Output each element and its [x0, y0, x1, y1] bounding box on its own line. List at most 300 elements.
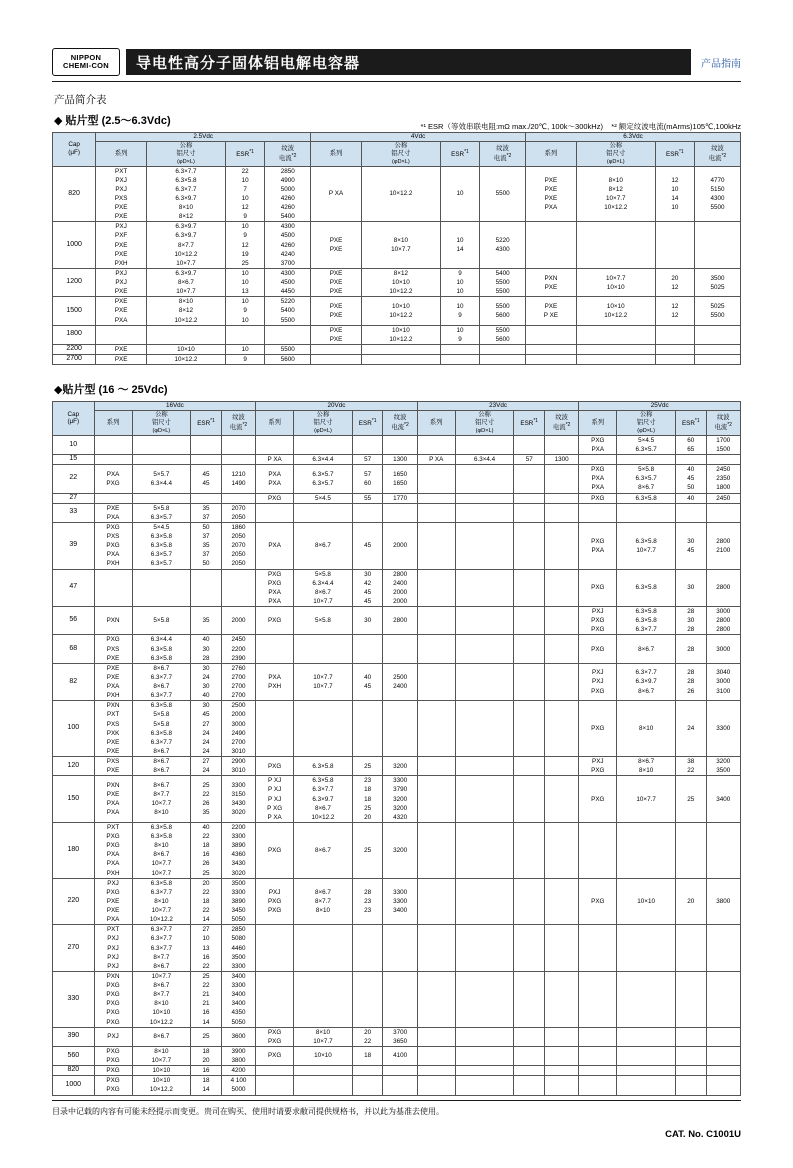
cell-esr: 30 42 45 45: [352, 569, 383, 607]
cell-size: 10×7.7 10×7.7: [294, 663, 353, 701]
cell-ripple: 5600: [265, 355, 311, 365]
cell-size: 5×5.8: [132, 607, 191, 635]
t2h1-b: 铝尺寸: [151, 418, 171, 426]
header-divider: [52, 81, 741, 82]
h2-esr-sup: *1: [464, 148, 469, 155]
cell-ripple: [545, 493, 579, 503]
cell-esr: [514, 1046, 545, 1065]
cell-series: [94, 569, 132, 607]
cell-esr: 45 45: [191, 465, 222, 493]
cell-series: [417, 1076, 455, 1095]
table-row: [53, 776, 741, 823]
t2-header-ripple-2: [383, 411, 417, 436]
table-row: [53, 455, 741, 465]
table-row: [53, 878, 741, 925]
t2-header-size-4: [617, 411, 676, 436]
cell-capacitance: 560: [53, 1046, 95, 1065]
product-guide-link[interactable]: 产品指南: [701, 58, 741, 70]
cell-ripple: [545, 1076, 579, 1095]
cell-series: [417, 1046, 455, 1065]
cell-series: PXG PXA PXA: [579, 465, 617, 493]
cell-series: PXG PXG: [94, 1046, 132, 1065]
cell-ripple: 4770 5150 4300 5500: [695, 166, 741, 222]
t2e3-s: *1: [533, 417, 539, 424]
cell-series: PXJ: [94, 1027, 132, 1046]
cell-series: [417, 822, 455, 878]
cell-esr: 50 37 35 37 50: [191, 522, 222, 569]
footer-note: 目录中记载的内容有可能未经提示而变更。贵司在购买、使用时请要求敝司提供规格书，并以此为基准去使用。: [52, 1107, 444, 1116]
h-rip-b: 电流: [279, 154, 292, 162]
cell-ripple: [545, 635, 579, 663]
cell-series: [417, 1027, 455, 1046]
cell-esr: 18 14: [191, 1076, 222, 1095]
cell-series: [579, 822, 617, 878]
cell-size: [617, 455, 676, 465]
cell-size: 8×6.7: [617, 635, 676, 663]
cell-ripple: [695, 325, 741, 344]
t2-header-size-3: [455, 411, 514, 436]
cell-ripple: [265, 325, 311, 344]
cell-ripple: 3800: [706, 878, 740, 925]
logo-line2: CHEMI-CON: [62, 61, 110, 70]
cell-size: [576, 355, 655, 365]
cell-ripple: 1210 1490: [221, 465, 255, 493]
cell-esr: 25 22 26 35: [191, 776, 222, 823]
t2-header-esr-4: [676, 411, 707, 436]
cell-series: [417, 878, 455, 925]
cell-esr: 10 14: [440, 222, 479, 269]
cell-esr: [352, 925, 383, 972]
table-row: [53, 822, 741, 878]
cell-size: 8×6.7 8×10: [617, 757, 676, 776]
t2e4-a: ESR: [681, 420, 695, 428]
cell-series: PXA: [256, 522, 294, 569]
cell-size: 10×10: [132, 1066, 191, 1076]
cell-size: 6.3×5.8 6.3×5.8 8×10 8×6.7 10×7.7 10×7.7: [132, 822, 191, 878]
table-row: [53, 607, 741, 635]
cell-ripple: [545, 757, 579, 776]
cell-size: [294, 971, 353, 1027]
cell-esr: 25: [676, 776, 707, 823]
cell-esr: 20 22: [352, 1027, 383, 1046]
cell-series: [526, 222, 577, 269]
cell-size: [361, 355, 440, 365]
cell-series: PXE: [96, 355, 147, 365]
cell-series: [96, 325, 147, 344]
cell-ripple: [545, 435, 579, 454]
section-title: 产品简介表: [54, 94, 107, 106]
cell-capacitance: 27: [53, 493, 95, 503]
cell-size: 6.3×5.8: [294, 757, 353, 776]
table-row: [53, 1046, 741, 1065]
cell-ripple: [545, 569, 579, 607]
cell-esr: 40 45: [352, 663, 383, 701]
volt-group-16v: 16Vdc: [94, 402, 256, 411]
cell-series: PXG: [579, 493, 617, 503]
t2r2-s: *2: [404, 421, 409, 428]
cell-esr: [225, 325, 264, 344]
cell-ripple: 2800: [706, 569, 740, 607]
cell-size: 5×5.8: [294, 607, 353, 635]
cell-size: 8×10 10×7.7: [294, 1027, 353, 1046]
cell-esr: [352, 1066, 383, 1076]
cell-series: PXE PXE: [311, 222, 362, 269]
cell-esr: 40: [676, 493, 707, 503]
cell-esr: 9 10 10: [440, 268, 479, 296]
cell-size: 6.3×5.8: [617, 569, 676, 607]
t2e2-s: *1: [371, 417, 377, 424]
cell-esr: [352, 435, 383, 454]
cell-series: PXG: [579, 776, 617, 823]
cell-esr: [191, 569, 222, 607]
t2e4-s: *1: [694, 417, 700, 424]
header-series-3: 系列: [526, 141, 577, 166]
header-cap-unit-2: (μF): [67, 418, 80, 426]
cell-esr: 25: [191, 1027, 222, 1046]
cell-series: PXN: [94, 607, 132, 635]
cell-ripple: 5220 5400 5500: [265, 297, 311, 325]
cell-ripple: [706, 1066, 740, 1076]
cell-series: [417, 493, 455, 503]
cell-capacitance: 56: [53, 607, 95, 635]
table-row: [53, 493, 741, 503]
cell-size: 8×6.7 8×7.7 10×7.7 8×10: [132, 776, 191, 823]
cell-size: [455, 1076, 514, 1095]
cell-esr: [191, 493, 222, 503]
t2-header-esr-1: [191, 411, 222, 436]
cell-size: 8×10 8×12 10×7.7 10×12.2: [576, 166, 655, 222]
cell-size: 10×10: [147, 344, 226, 354]
cell-series: [526, 355, 577, 365]
cell-size: 5×5.8 6.3×5.7: [132, 503, 191, 522]
cell-series: PXJ PXF PXE PXE PXH: [96, 222, 147, 269]
cell-esr: [514, 1066, 545, 1076]
cell-series: PXG PXG: [94, 1076, 132, 1095]
cell-ripple: [545, 503, 579, 522]
cell-size: 6.3×9.7 6.3×9.7 8×7.7 10×12.2 10×7.7: [147, 222, 226, 269]
cell-esr: 30 45 27 24 24 24: [191, 701, 222, 757]
cell-series: [256, 925, 294, 972]
cell-esr: 45: [352, 522, 383, 569]
cell-size: 8×6.7: [294, 822, 353, 878]
cell-size: [617, 1076, 676, 1095]
cell-size: [455, 503, 514, 522]
header-ripple-3: [695, 141, 741, 166]
cell-esr: [655, 325, 694, 344]
cell-series: [94, 455, 132, 465]
cell-capacitance: 330: [53, 971, 95, 1027]
t2h4-c: (φD×L): [637, 427, 656, 434]
cell-ripple: [706, 503, 740, 522]
cell-series: PXN PXE PXA PXA: [94, 776, 132, 823]
cell-ripple: 2450 2200 2390: [221, 635, 255, 663]
cell-series: [94, 435, 132, 454]
cell-esr: 60 65: [676, 435, 707, 454]
cell-series: [579, 1066, 617, 1076]
cell-ripple: [383, 1066, 417, 1076]
cell-series: [579, 503, 617, 522]
cell-ripple: 2500 2000 3000 2490 2700 3010: [221, 701, 255, 757]
h-size-b: 铝尺寸: [176, 149, 196, 157]
cell-size: [294, 635, 353, 663]
cell-size: 10×12.2: [361, 166, 440, 222]
h2-rip-sup: *2: [506, 152, 512, 159]
spec-table-2-body: [53, 435, 741, 1095]
header-esr-1: [225, 141, 264, 166]
page: [0, 46, 793, 1168]
cell-series: [417, 701, 455, 757]
t2-header-series-4: 系列: [579, 411, 617, 436]
cell-esr: [514, 1027, 545, 1046]
cell-ripple: 3700 3650: [383, 1027, 417, 1046]
table-row: [53, 297, 741, 325]
cell-esr: 28 28 26: [676, 663, 707, 701]
cell-ripple: [221, 493, 255, 503]
cell-series: PXG: [94, 1066, 132, 1076]
footer-divider: [52, 1100, 741, 1101]
h2-esr-a: ESR: [451, 150, 465, 158]
t2h1-a: 公称: [155, 411, 168, 419]
cell-series: [311, 355, 362, 365]
cell-series: [526, 325, 577, 344]
cell-esr: 30 45: [676, 522, 707, 569]
t2-header-esr-3: [514, 411, 545, 436]
cell-series: [417, 925, 455, 972]
cell-series: [256, 503, 294, 522]
cell-ripple: [545, 663, 579, 701]
cell-size: 8×6.7: [132, 1027, 191, 1046]
cell-size: 6.3×5.8 6.3×7.7 8×10 10×7.7 10×12.2: [132, 878, 191, 925]
t2r3-s: *2: [565, 421, 571, 428]
cell-size: 5×4.5: [294, 493, 353, 503]
cell-esr: [676, 925, 707, 972]
cell-size: 5×5.8 6.3×5.7 8×6.7: [617, 465, 676, 493]
cell-esr: 20: [676, 878, 707, 925]
t2h3-a: 公称: [478, 411, 491, 419]
h-esr-a: ESR: [236, 150, 250, 158]
h3-size-a: 公称: [609, 141, 623, 149]
table-row: [53, 222, 741, 269]
t2-header-series-1: 系列: [94, 411, 132, 436]
header-cap: [53, 133, 96, 167]
t2h3-b: 铝尺寸: [475, 418, 494, 426]
cell-ripple: 2800 2100: [706, 522, 740, 569]
cell-size: [294, 925, 353, 972]
volt-group-23v: 23Vdc: [417, 402, 579, 411]
cell-esr: [655, 222, 694, 269]
t2e1-a: ESR: [197, 420, 211, 428]
h2-size-a: 公称: [394, 141, 408, 149]
cell-capacitance: 47: [53, 569, 95, 607]
cell-size: [294, 435, 353, 454]
cell-ripple: [383, 925, 417, 972]
cell-series: [256, 435, 294, 454]
header-size-2: [361, 141, 440, 166]
cell-size: [361, 344, 440, 354]
cell-ripple: 2800 2400 2000 2000: [383, 569, 417, 607]
cell-esr: 20 22 18 22 14: [191, 878, 222, 925]
cell-capacitance: 1500: [53, 297, 96, 325]
cell-capacitance: 68: [53, 635, 95, 663]
cell-ripple: 3200: [383, 757, 417, 776]
cell-series: [417, 569, 455, 607]
h3-size-b: 铝尺寸: [606, 149, 626, 157]
cell-series: PXJ PXG: [579, 757, 617, 776]
cell-size: [617, 925, 676, 972]
cell-series: [417, 607, 455, 635]
cell-ripple: 2850 5080 4460 3500 3300: [221, 925, 255, 972]
cell-ripple: 2070 2050: [221, 503, 255, 522]
cell-series: PXG PXG: [256, 1027, 294, 1046]
table-row: [53, 701, 741, 757]
cell-esr: 20 12: [655, 268, 694, 296]
cell-ripple: 3300 3150 3430 3020: [221, 776, 255, 823]
cell-series: PXJ PXJ PXG: [579, 663, 617, 701]
cell-size: [455, 663, 514, 701]
cell-size: [455, 971, 514, 1027]
cell-capacitance: 10: [53, 435, 95, 454]
cell-esr: 57: [514, 455, 545, 465]
cell-ripple: [545, 465, 579, 493]
table-row: [53, 1066, 741, 1076]
table-row: [53, 325, 741, 344]
cell-size: 6.3×5.8 6.3×5.8 6.3×7.7: [617, 607, 676, 635]
cell-esr: 40 30 28: [191, 635, 222, 663]
cell-ripple: 4200: [221, 1066, 255, 1076]
header-esr-3: [655, 141, 694, 166]
cell-series: PXG: [256, 1046, 294, 1065]
cell-esr: [352, 503, 383, 522]
cell-ripple: 2800: [383, 607, 417, 635]
cell-ripple: [706, 925, 740, 972]
cell-size: [455, 1066, 514, 1076]
cell-size: 6.3×7.7 6.3×9.7 8×6.7: [617, 663, 676, 701]
table-row: [53, 166, 741, 222]
company-logo: [52, 48, 120, 76]
cell-ripple: [545, 701, 579, 757]
t2h2-c: (φD×L): [314, 427, 332, 434]
table-row: [53, 1027, 741, 1046]
cell-esr: [514, 493, 545, 503]
cell-esr: [514, 1076, 545, 1095]
cell-series: [256, 635, 294, 663]
cell-series: P XA: [417, 455, 455, 465]
document-title: 导电性高分子固体铝电解电容器: [126, 49, 691, 75]
cell-ripple: 3400 3300 3400 3400 4350 5050: [221, 971, 255, 1027]
table-row: [53, 268, 741, 296]
cell-size: 6.3×5.8 5×5.8 5×5.8 6.3×5.8 6.3×7.7 8×6.7: [132, 701, 191, 757]
t2r3-b: 电流: [553, 423, 566, 431]
cell-series: PXG PXA: [579, 435, 617, 454]
cell-ripple: [695, 222, 741, 269]
cell-ripple: [480, 355, 526, 365]
header-series-2: 系列: [311, 141, 362, 166]
t2-header-size-1: [132, 411, 191, 436]
cell-size: [132, 569, 191, 607]
cell-size: [455, 635, 514, 663]
cell-esr: 40 45 50: [676, 465, 707, 493]
cell-ripple: 5500 5600: [480, 297, 526, 325]
cell-size: [455, 522, 514, 569]
cell-esr: 16: [191, 1066, 222, 1076]
cell-esr: 25: [352, 757, 383, 776]
cell-size: [455, 435, 514, 454]
cell-ripple: 2500 2400: [383, 663, 417, 701]
cell-series: PXA PXA: [256, 465, 294, 493]
cell-ripple: 3500 5025: [695, 268, 741, 296]
cell-capacitance: 270: [53, 925, 95, 972]
cell-size: 6.3×5.8 6.3×7.7 6.3×9.7 8×6.7 10×12.2: [294, 776, 353, 823]
cell-capacitance: 2700: [53, 355, 96, 365]
cell-esr: [676, 1076, 707, 1095]
cell-esr: [514, 822, 545, 878]
cell-series: PXG PXA: [579, 522, 617, 569]
cell-esr: [676, 455, 707, 465]
cell-size: 5×4.5 6.3×5.8 6.3×5.8 6.3×5.7 6.3×5.7: [132, 522, 191, 569]
cell-size: 6.3×9.7 8×6.7 10×7.7: [147, 268, 226, 296]
cell-series: [417, 465, 455, 493]
cell-ripple: 3000 2800 2800: [706, 607, 740, 635]
cell-size: [455, 776, 514, 823]
cell-size: 10×10 10×12.2: [361, 297, 440, 325]
cell-series: PXJ PXJ PXE: [96, 268, 147, 296]
cell-series: PXG: [579, 569, 617, 607]
cell-ripple: 5500 5600: [480, 325, 526, 344]
cell-series: PXE P XE: [526, 297, 577, 325]
cell-size: 10×10: [617, 878, 676, 925]
cell-series: PXG: [256, 607, 294, 635]
cell-size: [576, 325, 655, 344]
h2-size-c: (φD×L): [391, 158, 410, 165]
cell-series: PXT PXG PXG PXA PXA PXH: [94, 822, 132, 878]
cell-size: 8×10 10×7.7: [361, 222, 440, 269]
cell-series: PXJ PXG PXE PXE PXA: [94, 878, 132, 925]
cell-esr: 18: [352, 1046, 383, 1065]
cell-series: [256, 701, 294, 757]
t2r2-a: 纹波: [393, 413, 407, 421]
catalog-number: CAT. No. C1001U: [665, 1129, 741, 1140]
cell-capacitance: 1000: [53, 1076, 95, 1095]
cell-size: 5×4.5 6.3×5.7: [617, 435, 676, 454]
t2e1-s: *1: [210, 417, 215, 424]
cell-size: 6.3×5.8 10×7.7: [617, 522, 676, 569]
cell-ripple: 2000: [383, 522, 417, 569]
cell-series: P XA: [256, 455, 294, 465]
cell-series: PXE PXE PXE PXA: [526, 166, 577, 222]
cell-ripple: [706, 971, 740, 1027]
cell-ripple: [383, 1076, 417, 1095]
cell-ripple: 4 100 5000: [221, 1076, 255, 1095]
cell-size: 10×7.7: [617, 776, 676, 823]
t2-header-ripple-1: [221, 411, 255, 436]
cell-size: 8×6.7 6.3×7.7 8×6.7 6.3×7.7: [132, 663, 191, 701]
table-row: [53, 522, 741, 569]
cell-size: [455, 925, 514, 972]
t2h2-b: 铝尺寸: [313, 418, 333, 426]
cell-ripple: [221, 455, 255, 465]
header-size-1: [147, 141, 226, 166]
header-cap-label-2: Cap: [67, 410, 80, 418]
cell-ripple: [383, 701, 417, 757]
t2-header-series-2: 系列: [256, 411, 294, 436]
h3-rip-sup: *2: [721, 152, 727, 159]
cell-esr: [676, 822, 707, 878]
h3-rip-a: 纹波: [711, 144, 724, 152]
cell-size: 8×10: [617, 701, 676, 757]
cell-ripple: [545, 607, 579, 635]
cell-ripple: 2900 3010: [221, 757, 255, 776]
table-row: [53, 635, 741, 663]
